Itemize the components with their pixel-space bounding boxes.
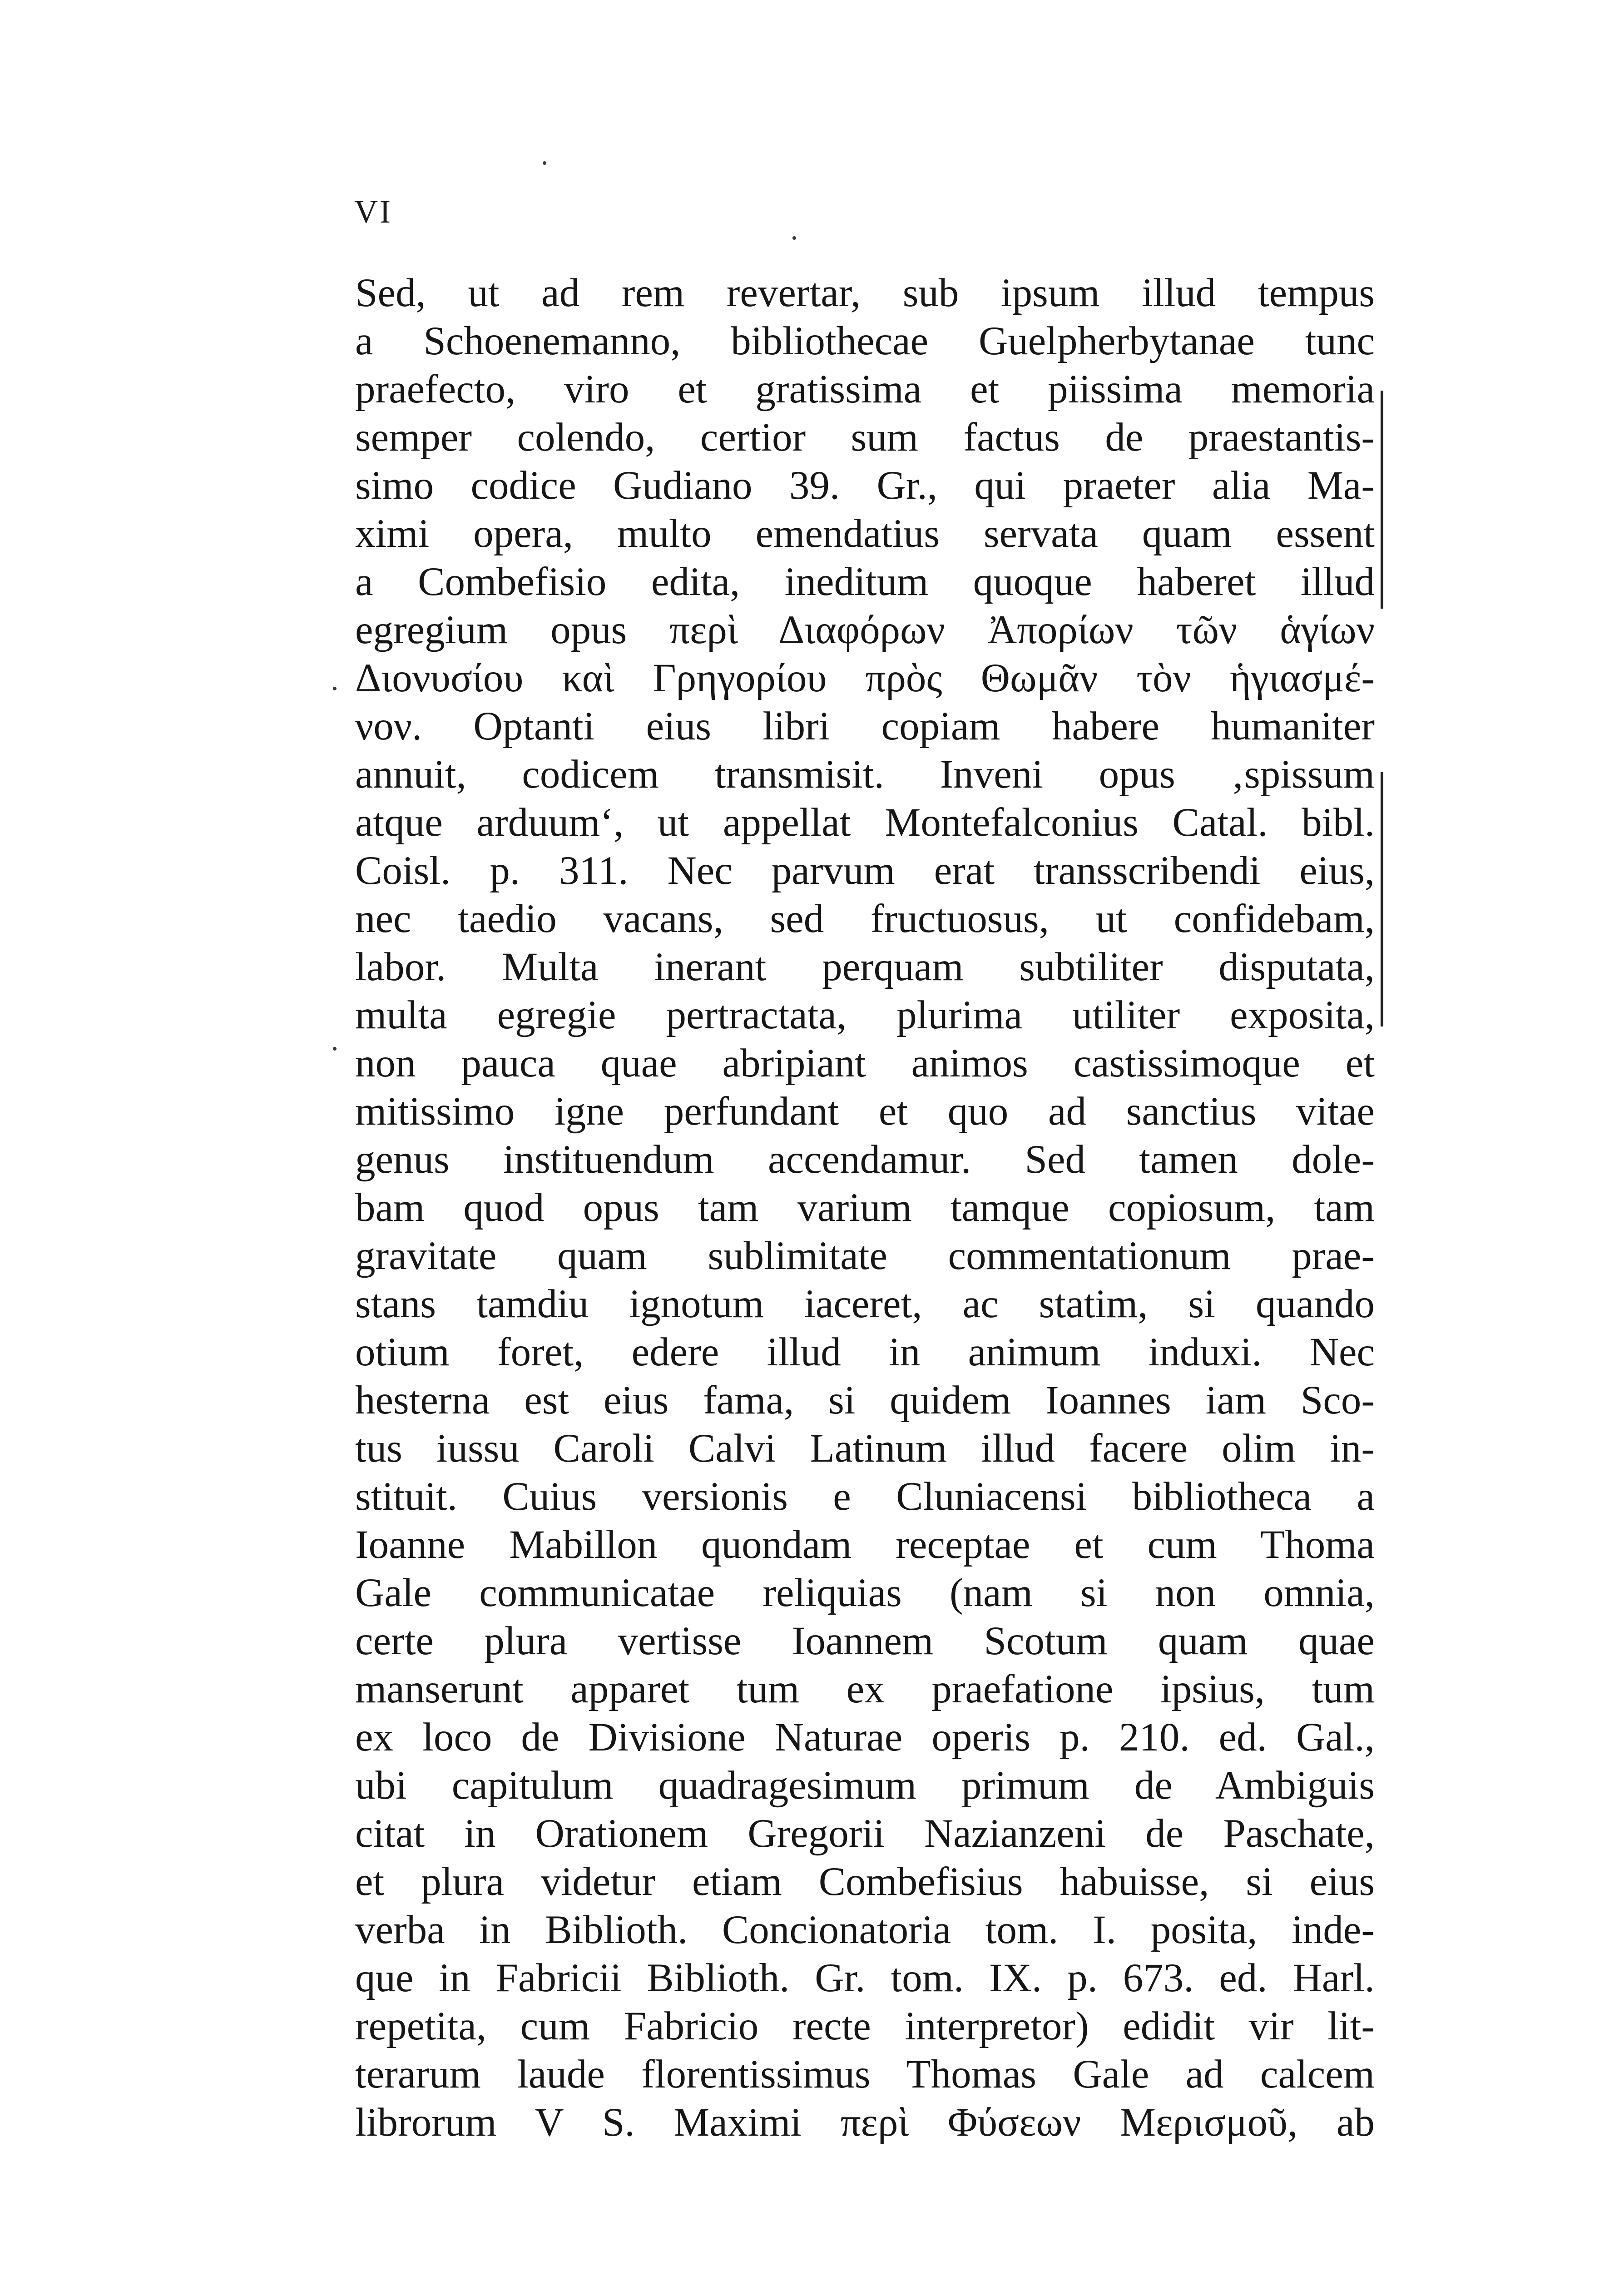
text-line: νον. Optanti eius libri copiam habere humaniter (355, 704, 1375, 749)
scan-speck (543, 161, 546, 165)
text-line: gravitate quam sublimitate commentationum prae- (355, 1234, 1375, 1278)
text-line: egregium opus περὶ Διαφόρων Ἀπορίων τῶν ἁγίων (355, 608, 1375, 652)
text-line: ximi opera, multo emendatius servata quam essent (355, 511, 1375, 556)
text-line: a Combefisio edita, ineditum quoque haberet illud (355, 560, 1375, 604)
body-text (355, 269, 1375, 2147)
text-line: multa egregie pertractata, plurima utiliter exposita, (355, 993, 1375, 1037)
text-line: bam quod opus tam varium tamque copiosum, tam (355, 1185, 1375, 1230)
text-line: labor. Multa inerant perquam subtiliter disputata, (355, 945, 1375, 989)
text-line: manserunt apparet tum ex praefatione ipsius, tum (355, 1667, 1375, 1711)
page-number: VI (354, 193, 392, 230)
text-line: ex loco de Divisione Naturae operis p. 210. ed. Gal., (355, 1715, 1375, 1760)
text-line: repetita, cum Fabricio recte interpretor) edidit vir lit- (355, 2004, 1375, 2048)
text-line: stituit. Cuius versionis e Cluniacensi bibliotheca a (355, 1474, 1375, 1519)
text-line: annuit, codicem transmisit. Inveni opus ‚spissum (355, 752, 1375, 797)
text-line: stans tamdiu ignotum iaceret, ac statim, si quando (355, 1282, 1375, 1326)
scan-margin-rule (1381, 772, 1383, 1026)
text-line: non pauca quae abripiant animos castissimoque et (355, 1041, 1375, 1086)
text-line: ubi capitulum quadragesimum primum de Ambiguis (355, 1763, 1375, 1808)
text-line: certe plura vertisse Ioannem Scotum quam quae (355, 1619, 1375, 1663)
text-line: tus iussu Caroli Calvi Latinum illud facere olim in- (355, 1426, 1375, 1471)
text-line: citat in Orationem Gregorii Nazianzeni de Paschate, (355, 1811, 1375, 1856)
text-line: verba in Biblioth. Concionatoria tom. I. posita, inde- (355, 1908, 1375, 1952)
scan-speck (333, 1047, 337, 1051)
scan-speck (792, 236, 796, 240)
text-line: a Schoenemanno, bibliothecae Guelpherbytanae tunc (355, 319, 1375, 363)
text-line: mitissimo igne perfundant et quo ad sanctius vitae (355, 1089, 1375, 1134)
text-line: atque arduum‘, ut appellat Montefalconius Catal. bibl. (355, 800, 1375, 845)
text-line: simo codice Gudiano 39. Gr., qui praeter alia Ma- (355, 463, 1375, 508)
text-line: semper colendo, certior sum factus de praestantis- (355, 415, 1375, 460)
scan-margin-rule (1381, 391, 1383, 609)
text-line: hesterna est eius fama, si quidem Ioannes iam Sco- (355, 1378, 1375, 1423)
text-line: Διονυσίου καὶ Γρηγορίου πρὸς Θωμᾶν τὸν ἡγιασμέ- (355, 656, 1375, 700)
text-line: genus instituendum accendamur. Sed tamen dole- (355, 1137, 1375, 1182)
text-line: Sed, ut ad rem revertar, sub ipsum illud tempus (355, 271, 1375, 315)
scan-speck (333, 687, 337, 690)
text-line: Gale communicatae reliquias (nam si non omnia, (355, 1571, 1375, 1615)
text-line: que in Fabricii Biblioth. Gr. tom. IX. p. 673. ed. Harl. (355, 1956, 1375, 2000)
text-line: et plura videtur etiam Combefisius habuisse, si eius (355, 1859, 1375, 1904)
text-line: praefecto, viro et gratissima et piissima memoria (355, 367, 1375, 412)
text-line: otium foret, edere illud in animum induxi. Nec (355, 1330, 1375, 1374)
text-line: Ioanne Mabillon quondam receptae et cum Thoma (355, 1522, 1375, 1567)
text-line: nec taedio vacans, sed fructuosus, ut confidebam, (355, 897, 1375, 941)
text-line: librorum V S. Maximi περὶ Φύσεων Μερισμοῦ, ab (355, 2100, 1375, 2145)
text-line: Coisl. p. 311. Nec parvum erat transscribendi eius, (355, 848, 1375, 893)
text-line: terarum laude florentissimus Thomas Gale ad calcem (355, 2052, 1375, 2097)
